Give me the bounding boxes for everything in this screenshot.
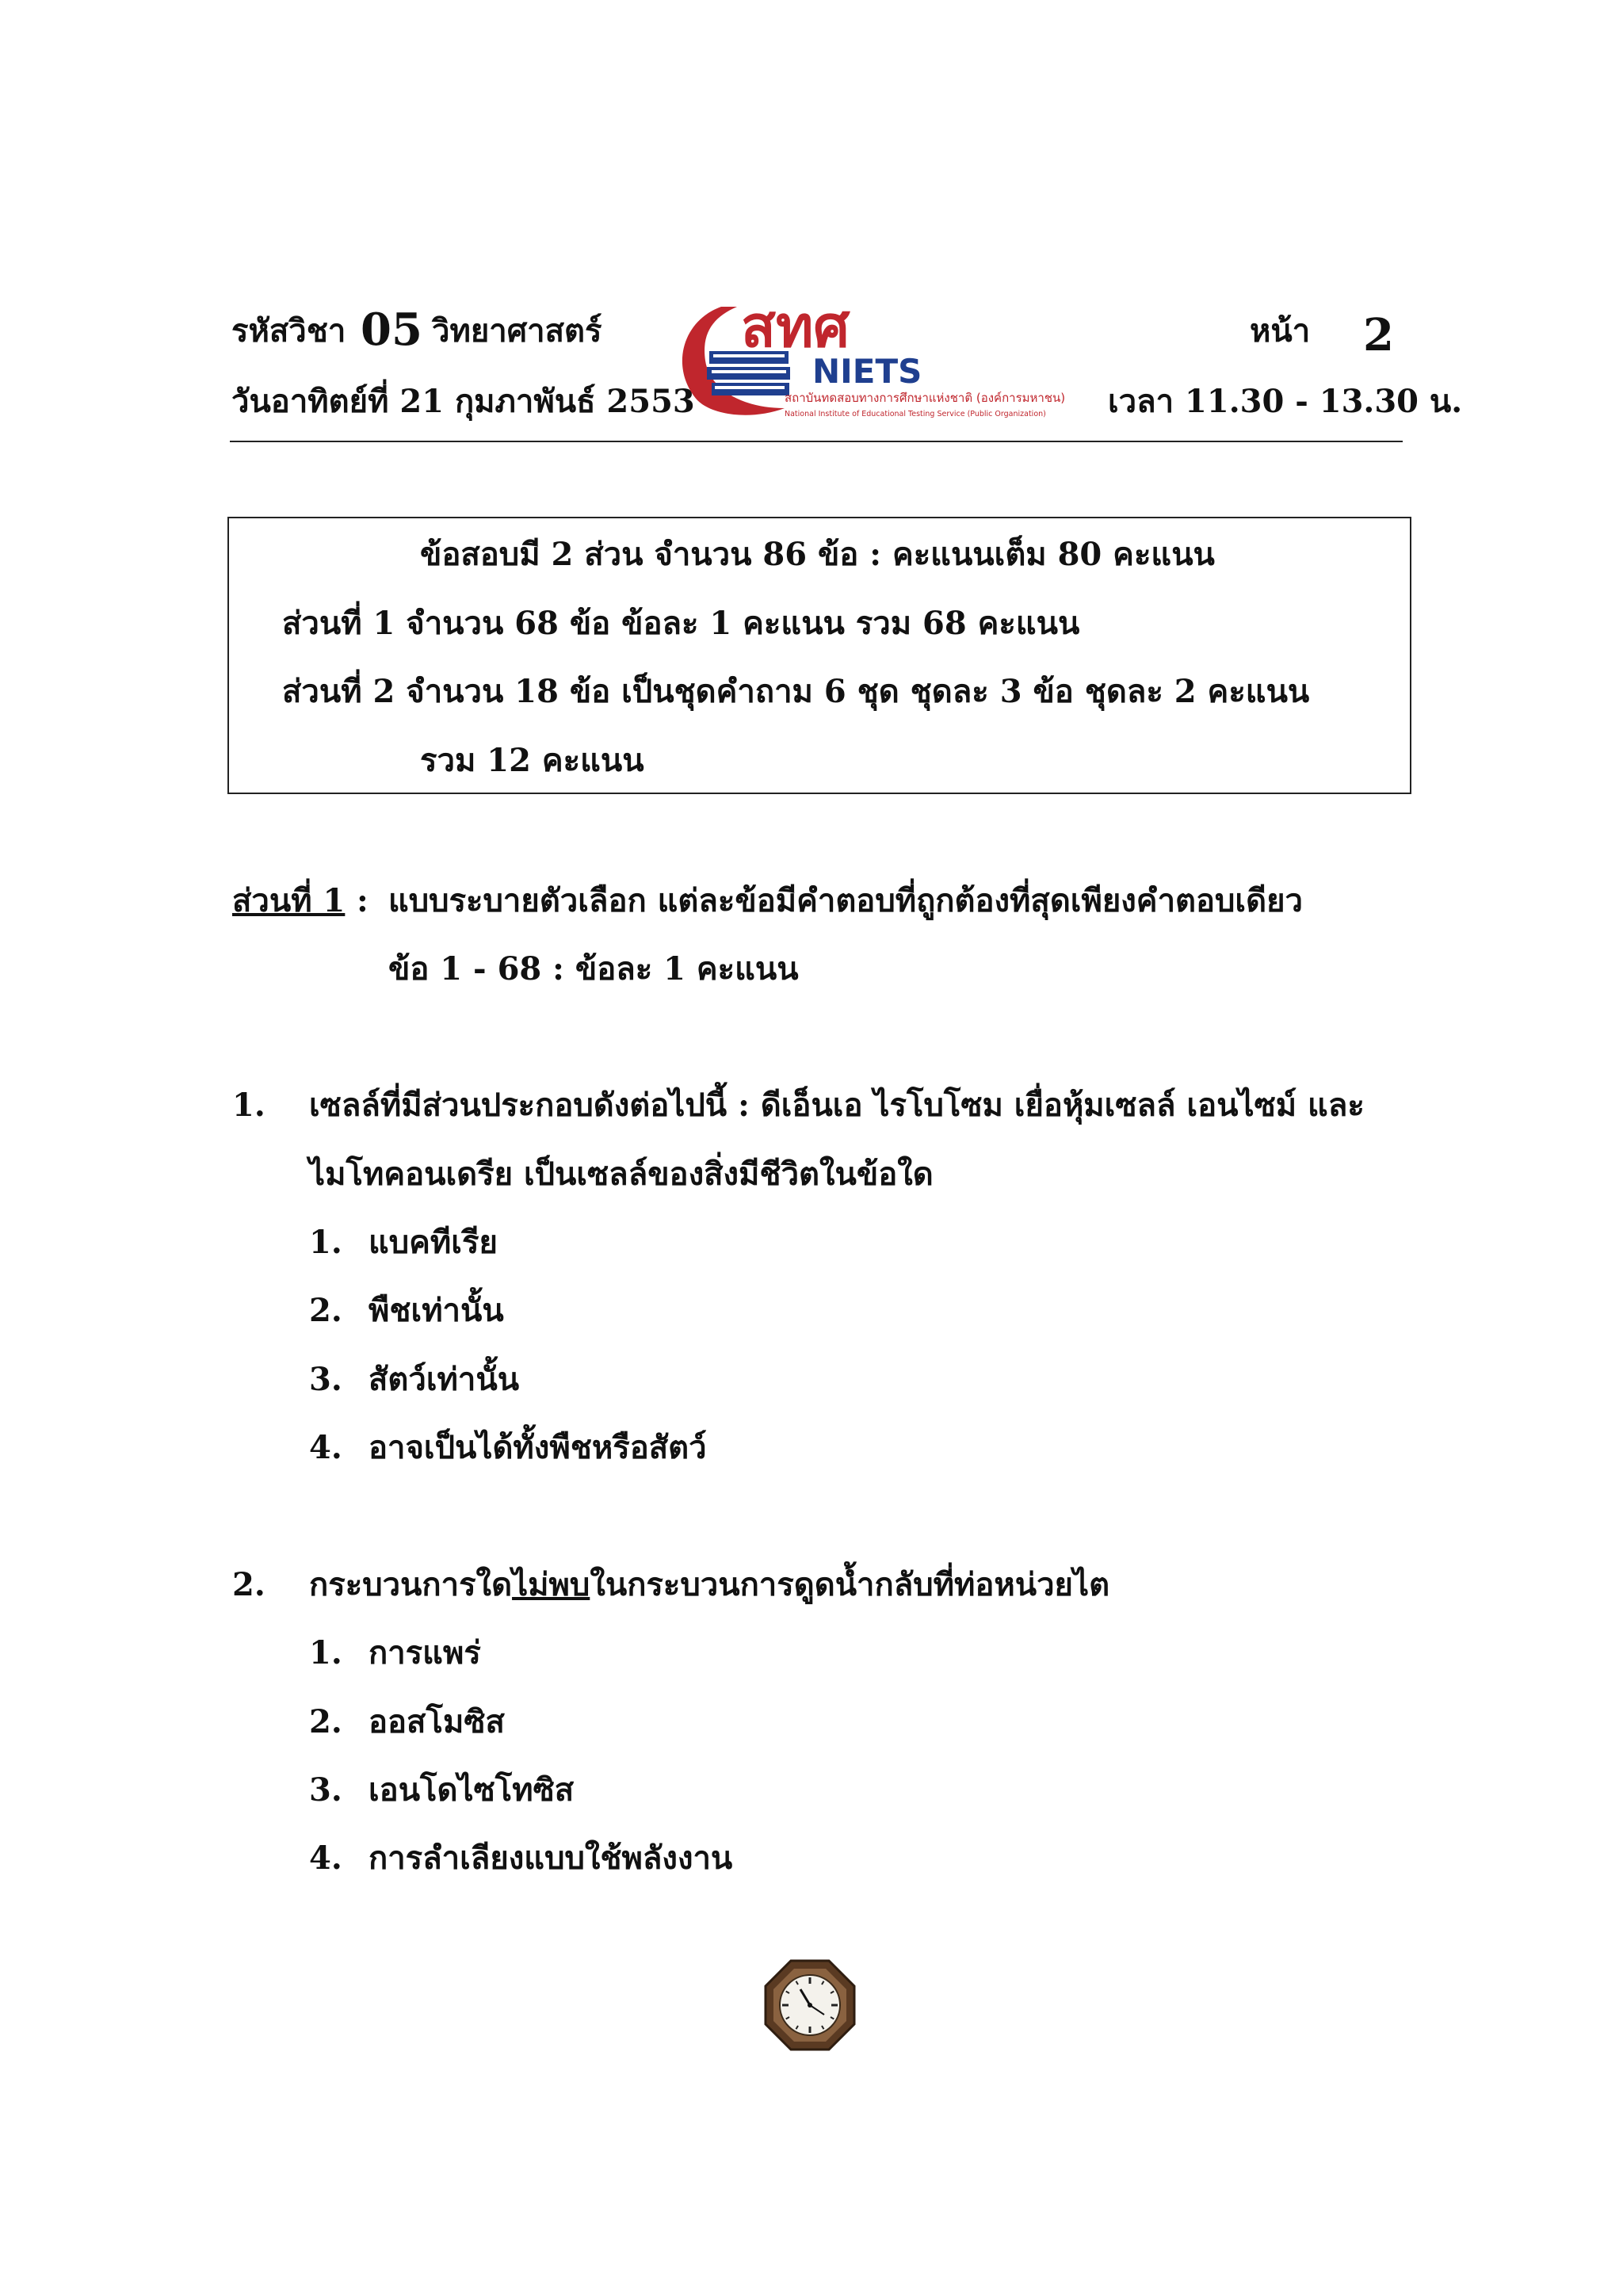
choice-number: 3. [309, 1361, 342, 1398]
page-number: 2 [1363, 309, 1394, 361]
subject-name: วิทยาศาสตร์ [432, 312, 602, 350]
section1-label: ส่วนที่ 1 [232, 882, 346, 919]
question-text-pre: กระบวนการใด [309, 1566, 513, 1603]
choice-number: 1. [309, 1224, 342, 1261]
logo-english-name: National Institute of Educational Testing Service (Public Organization) [785, 410, 1046, 418]
choice-text: อาจเป็นได้ทั้งพืชหรือสัตว์ [369, 1429, 707, 1466]
subject-number: 05 [361, 304, 422, 356]
question-text [309, 1566, 1110, 1603]
question-number: 1. [232, 1087, 265, 1124]
choice-text: การลำเลียงแบบใช้พลังงาน [369, 1839, 733, 1877]
choice-text: พืชเท่านั้น [369, 1292, 504, 1329]
question-text-emphasis: ไม่พบ [512, 1566, 590, 1603]
choice-text: ออสโมซิส [369, 1703, 505, 1740]
exam-date: วันอาทิตย์ที่ 21 กุมภาพันธ์ 2553 [231, 383, 695, 420]
summary-line-total: ข้อสอบมี 2 ส่วน จำนวน 86 ข้อ : คะแนนเต็ม 80 คะแนน [420, 536, 1215, 573]
question-text-post: ในกระบวนการดูดน้ำกลับที่ท่อหน่วยไต [590, 1566, 1110, 1603]
logo-thai-name: สถาบันทดสอบทางการศึกษาแห่งชาติ (องค์การมหาชน) [785, 391, 1066, 405]
section1-range: ข้อ 1 - 68 : ข้อละ 1 คะแนน [388, 950, 799, 988]
section1-colon: : [357, 882, 369, 919]
logo-mark-text: สทศ [741, 293, 850, 360]
niets-logo-mark [666, 289, 1109, 420]
subject-code-label: รหัสวิชา [231, 312, 346, 350]
choice-text: สัตว์เท่านั้น [369, 1361, 520, 1398]
question-text: ไมโทคอนเดรีย เป็นเซลล์ของสิ่งมีชีวิตในข้อใด [309, 1156, 934, 1193]
choice-number: 1. [309, 1634, 342, 1671]
exam-time: เวลา 11.30 - 13.30 น. [1108, 383, 1463, 420]
summary-line-part2-total: รวม 12 คะแนน [420, 742, 644, 779]
question-number: 2. [232, 1566, 265, 1603]
choice-number: 4. [309, 1839, 342, 1877]
header-divider [230, 441, 1403, 442]
logo-niets-text: NIETS [812, 352, 922, 391]
choice-number: 4. [309, 1429, 342, 1466]
section1-instruction: แบบระบายตัวเลือก แต่ละข้อมีคำตอบที่ถูกต้องที่สุดเพียงคำตอบเดียว [388, 882, 1303, 919]
choice-number: 2. [309, 1292, 342, 1329]
choice-number: 2. [309, 1703, 342, 1740]
choice-text: การแพร่ [369, 1634, 481, 1671]
choice-number: 3. [309, 1771, 342, 1809]
clock-icon [762, 1958, 857, 2053]
summary-line-part2: ส่วนที่ 2 จำนวน 18 ข้อ เป็นชุดคำถาม 6 ชุด ชุดละ 3 ข้อ ชุดละ 2 คะแนน [282, 673, 1310, 710]
niets-logo [666, 289, 1109, 420]
choice-text: เอนโดไซโทซิส [369, 1771, 575, 1809]
question-text: เซลล์ที่มีส่วนประกอบดังต่อไปนี้ : ดีเอ็นเอ ไรโบโซม เยื่อหุ้มเซลล์ เอนไซม์ และ [309, 1087, 1365, 1124]
choice-text: แบคทีเรีย [369, 1224, 498, 1261]
summary-line-part1: ส่วนที่ 1 จำนวน 68 ข้อ ข้อละ 1 คะแนน รวม 68 คะแนน [282, 605, 1080, 642]
page-label: หน้า [1250, 312, 1311, 350]
